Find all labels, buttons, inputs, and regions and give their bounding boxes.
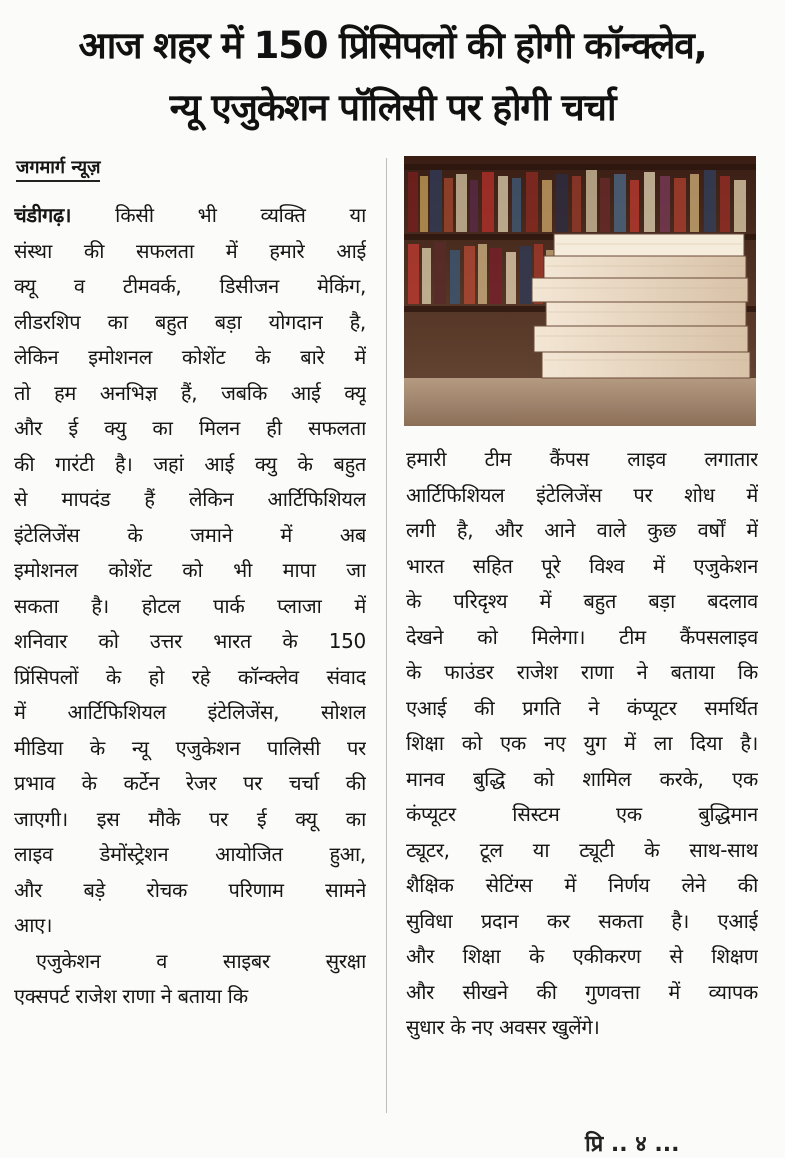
text-line: लगी है, और आने वाले कुछ वर्षों में xyxy=(406,518,758,542)
text-line: और ई क्यु का मिलन ही सफलता xyxy=(14,416,366,440)
right-column xyxy=(406,442,758,1046)
text-line: लाइव डेमोंस्ट्रेशन आयोजित हुआ, xyxy=(14,842,366,866)
left-column xyxy=(14,198,366,1015)
text-line: मीडिया के न्यू एजुकेशन पालिसी पर xyxy=(14,735,366,760)
text-line: आए। xyxy=(14,913,53,937)
headline-line-2: न्यू एजुकेशन पॉलिसी पर होगी चर्चा xyxy=(169,86,616,129)
text-line: लीडरशिप का बहुत बड़ा योगदान है, xyxy=(14,309,366,334)
text-line: तो हम अनभिज्ञ हैं, जबकि आई क्यू xyxy=(14,380,366,405)
text-line: प्रभाव के कर्टेन रेजर पर चर्चा की xyxy=(14,771,366,795)
text-line: शिक्षा को एक नए युग में ला दिया है। xyxy=(406,731,758,755)
text-line: मानव बुद्धि को शामिल करके, एक xyxy=(406,766,758,791)
text-line: सुविधा प्रदान कर सकता है। एआई xyxy=(406,908,758,933)
text-line: शनिवार को उत्तर भारत के 150 xyxy=(14,629,366,653)
text-line: के परिदृश्य में बहुत बड़ा बदलाव xyxy=(406,589,758,613)
text-line: लेकिन इमोशनल कोशेंट के बारे में xyxy=(14,345,366,369)
text-line: कंप्यूटर सिस्टम एक बुद्धिमान xyxy=(406,802,758,826)
text-line xyxy=(14,198,366,234)
text-line: भारत सहित पूरे विश्व में एजुकेशन xyxy=(406,553,758,578)
text-line: आर्टिफिशियल इंटेलिजेंस पर शोध में xyxy=(406,482,758,507)
text-line: से मापदंड हैं लेकिन आर्टिफिशियल xyxy=(14,487,366,511)
cutoff-headline-fragment: प्रि .. ४ ... xyxy=(585,1132,680,1157)
column-divider xyxy=(386,158,387,1113)
books-photo-icon xyxy=(404,156,756,426)
text-line: क्यू व टीमवर्क, डिसीजन मेकिंग, xyxy=(14,274,366,298)
text-line: जाएगी। इस मौके पर ई क्यू का xyxy=(14,806,366,831)
text-line: संस्था की सफलता में हमारे आई xyxy=(14,238,366,263)
text-line: और शिक्षा के एकीकरण से शिक्षण xyxy=(406,944,758,968)
headline-line-1: आज शहर में 150 प्रिंसिपलों की होगी कॉन्क्लेव, xyxy=(78,24,707,67)
text-line: एक्सपर्ट राजेश राणा ने बताया कि xyxy=(14,984,248,1008)
text-line: देखने को मिलेगा। टीम कैंपसलाइव xyxy=(406,624,758,649)
text-line: इमोशनल कोशेंट को भी मापा जा xyxy=(14,558,366,582)
text-line: ट्यूटर, टूल या ट्यूटी के साथ-साथ xyxy=(406,837,758,862)
text-line: सकता है। होटल पार्क प्लाजा में xyxy=(14,593,366,618)
byline: जगमार्ग न्यूज़ xyxy=(16,157,100,182)
books-photo xyxy=(404,156,756,426)
text-line: और सीखने की गुणवत्ता में व्यापक xyxy=(406,979,758,1004)
text-line: शैक्षिक सेटिंग्स में निर्णय लेने की xyxy=(406,873,758,897)
text-line: एजुकेशन व साइबर सुरक्षा xyxy=(36,948,366,973)
text-line: में आर्टिफिशियल इंटेलिजेंस, सोशल xyxy=(14,700,366,724)
text-line: की गारंटी है। जहां आई क्यु के बहुत xyxy=(14,451,366,476)
text-line: एआई की प्रगति ने कंप्यूटर समर्थित xyxy=(406,695,758,720)
dateline-place: चंडीगढ़। xyxy=(14,203,72,227)
text-line: प्रिंसिपलों के हो रहे कॉन्क्लेव संवाद xyxy=(14,664,366,689)
text-line: इंटेलिजेंस के जमाने में अब xyxy=(14,522,366,547)
text-line: और बड़े रोचक परिणाम सामने xyxy=(14,877,366,902)
text-line-rest: किसी भी व्यक्ति या xyxy=(71,203,366,227)
text-line: के फाउंडर राजेश राणा ने बताया कि xyxy=(406,660,758,684)
text-line: हमारी टीम कैंपस लाइव लगातार xyxy=(406,447,758,471)
text-line: सुधार के नए अवसर खुलेंगे। xyxy=(406,1015,600,1039)
